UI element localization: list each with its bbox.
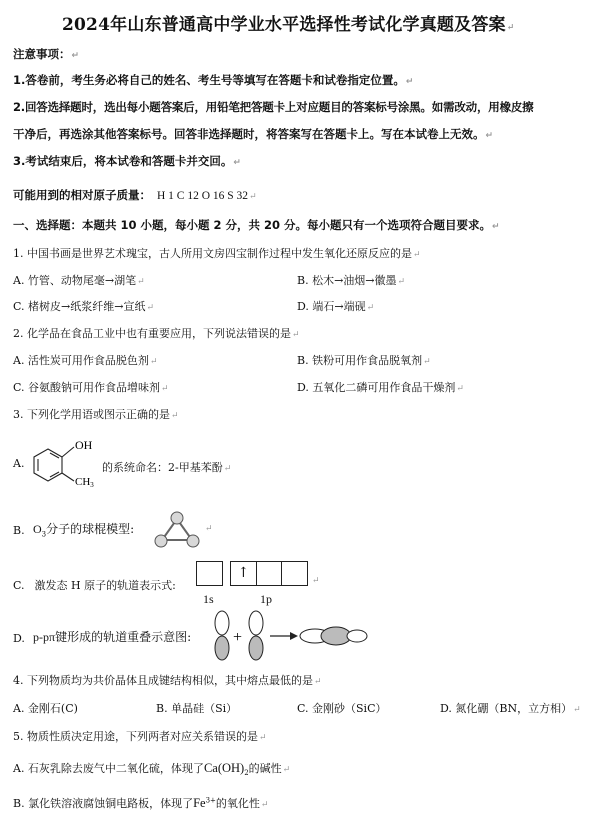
note-1: 1.答卷前，考生务必将自己的姓名、考生号等填写在答题卡和试卷指定位置。↵ xyxy=(13,73,414,87)
question-4-option-b: B. 单晶硅（Si） xyxy=(156,702,238,715)
paragraph-mark: ↵ xyxy=(205,524,213,534)
question-5-option-a: A. 石灰乳除去废气中二氧化硫，体现了$Ca(OH)_2$的碱性↵ xyxy=(13,761,291,778)
question-3-option-a-label: A. xyxy=(13,457,25,470)
question-2-stem: 2. 化学品在食品工业中也有重要应用，下列说法错误的是↵ xyxy=(13,327,300,340)
note-3: 3.考试结束后，将本试卷和答题卡并交回。↵ xyxy=(13,154,241,168)
question-4-option-d: D. 氮化硼（BN，立方相）↵ xyxy=(440,702,581,715)
oh-label: OH xyxy=(75,438,93,452)
question-3-option-a-text: 的系统命名：2-甲基苯酚↵ xyxy=(102,461,232,474)
orbital-box-1p-a: ↑ xyxy=(231,562,257,585)
ch3-label: CH3 xyxy=(75,476,94,489)
label-1s: 1s xyxy=(203,592,214,606)
orbital-box-1s xyxy=(196,561,223,586)
section-heading: 一、选择题：本题共 10 小题，每小题 2 分，共 20 分。每小题只有一个选项符合题目要求。↵ xyxy=(13,218,500,232)
notes-heading: 注意事项：↵ xyxy=(13,47,80,61)
question-3-option-d-label: D. xyxy=(13,632,25,645)
o-cresol-structure xyxy=(26,433,102,489)
note-2-line-1: 2.回答选择题时，选出每小题答案后，用铅笔把答题卡上对应题目的答案标号涂黑。如需改动，用橡皮擦 xyxy=(13,100,534,114)
label-1p: 1p xyxy=(260,592,272,606)
note-2-line-2: 干净后，再选涂其他答案标号。回答非选择题时，将答案写在答题卡上。写在本试卷上无效。↵ xyxy=(13,127,494,141)
question-4-option-c: C. 金刚砂（SiC） xyxy=(297,702,387,715)
question-4-option-a: A. 金刚石(C) xyxy=(13,702,78,715)
question-1-stem: 1. 中国书画是世界艺术瑰宝，古人所用文房四宝制作过程中发生氧化还原反应的是↵ xyxy=(13,247,421,260)
question-2-option-c: C. 谷氨酸钠可用作食品增味剂↵ xyxy=(13,381,169,394)
question-5-option-b: B. 氯化铁溶液腐蚀铜电路板，体现了$Fe^{3+}$的氧化性↵ xyxy=(13,796,269,810)
question-3-option-b-text: $O_3$分子的球棍模型: xyxy=(33,522,135,539)
orbital-boxes-1p xyxy=(230,561,308,586)
question-1-option-b: B. 松木→油烟→徽墨↵ xyxy=(297,274,406,287)
question-2-option-b: B. 铁粉可用作食品脱氧剂↵ xyxy=(297,354,431,367)
question-3-option-d-text: p-pπ键形成的轨道重叠示意图: xyxy=(33,630,192,644)
question-1-option-a: A. 竹管、动物尾毫→湖笔↵ xyxy=(13,274,145,287)
question-1-option-c: C. 楮树皮→纸浆纤维→宣纸↵ xyxy=(13,300,154,313)
ozone-ball-stick-model xyxy=(152,510,202,550)
atomic-masses: 可能用到的相对原子质量： H 1 C 12 O 16 S 32↵ xyxy=(13,188,257,202)
paragraph-mark: ↵ xyxy=(312,576,320,586)
question-1-option-d: D. 端石→端砚↵ xyxy=(297,300,375,313)
plus-sign: + xyxy=(233,629,243,646)
question-4-stem: 4. 下列物质均为共价晶体且成键结构相似，其中熔点最低的是↵ xyxy=(13,674,322,687)
page-title: 2024年山东普通高中学业水平选择性考试化学真题及答案↵ xyxy=(62,15,515,35)
orbital-box-1p-c xyxy=(282,562,307,585)
question-5-stem: 5. 物质性质决定用途，下列两者对应关系错误的是↵ xyxy=(13,730,267,743)
question-3-stem: 3. 下列化学用语或图示正确的是↵ xyxy=(13,408,179,421)
p-orbital-overlap-diagram xyxy=(210,610,368,662)
question-2-option-a: A. 活性炭可用作食品脱色剂↵ xyxy=(13,354,158,367)
question-3-option-b-label: B. xyxy=(13,524,25,537)
question-3-option-c: C. 激发态 H 原子的轨道表示式: xyxy=(13,579,176,592)
question-2-option-d: D. 五氧化二磷可用作食品干燥剂↵ xyxy=(297,381,464,394)
orbital-box-1p-b xyxy=(257,562,283,585)
